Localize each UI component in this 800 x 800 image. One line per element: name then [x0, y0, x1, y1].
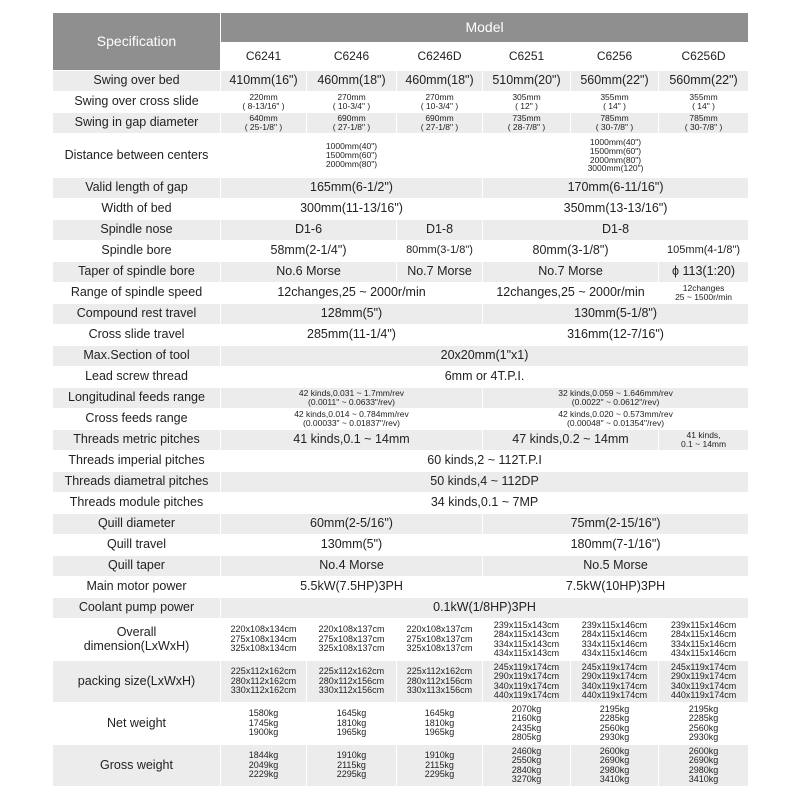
cell: 12changes,25 ~ 2000r/min	[221, 283, 483, 304]
row-cross-feeds	[53, 409, 749, 430]
row-label: Threads diametral pitches	[53, 472, 221, 493]
row-label: Cross feeds range	[53, 409, 221, 430]
cell: 305mm ( 12" )	[483, 92, 571, 113]
row-threads-module	[53, 493, 749, 514]
cell: 80mm(3-1/8")	[397, 241, 483, 262]
row-threads-metric	[53, 430, 749, 451]
cell: 220x108x137cm 275x108x137cm 325x108x137cm	[397, 619, 483, 661]
cell: 285mm(11-1/4")	[221, 325, 483, 346]
cell: 32 kinds,0.059 ~ 1.646mm/rev (0.0022" ~ 0.0612"/rev)	[483, 388, 749, 409]
cell: 2460kg 2550kg 2840kg 3270kg	[483, 745, 571, 787]
cell: 300mm(11-13/16")	[221, 199, 483, 220]
cell: 12changes 25 ~ 1500r/min	[659, 283, 749, 304]
cell: 128mm(5")	[221, 304, 483, 325]
row-label: Longitudinal feeds range	[53, 388, 221, 409]
cell: 2070kg 2160kg 2435kg 2805kg	[483, 703, 571, 745]
row-label: Width of bed	[53, 199, 221, 220]
cell: 1910kg 2115kg 2295kg	[307, 745, 397, 787]
row-quill-travel	[53, 535, 749, 556]
row-coolant-pump-power	[53, 598, 749, 619]
cell: 1645kg 1810kg 1965kg	[307, 703, 397, 745]
cell: 1000mm(40") 1500mm(60") 2000mm(80") 3000mm(120")	[483, 134, 749, 178]
row-label: Net weight	[53, 703, 221, 745]
cell: 2600kg 2690kg 2980kg 3410kg	[571, 745, 659, 787]
cell: 785mm ( 30-7/8" )	[659, 113, 749, 134]
row-packing-size	[53, 661, 749, 703]
row-gross-weight	[53, 745, 749, 787]
cell: 1645kg 1810kg 1965kg	[397, 703, 483, 745]
row-cross-slide-travel	[53, 325, 749, 346]
cell: 7.5kW(10HP)3PH	[483, 577, 749, 598]
row-label: Quill travel	[53, 535, 221, 556]
cell: 410mm(16")	[221, 71, 307, 92]
row-lead-screw-thread	[53, 367, 749, 388]
cell: 165mm(6-1/2")	[221, 178, 483, 199]
model-name: C6246D	[397, 43, 483, 71]
row-label: Threads metric pitches	[53, 430, 221, 451]
row-label: Threads imperial pitches	[53, 451, 221, 472]
cell: No.5 Morse	[483, 556, 749, 577]
row-net-weight	[53, 703, 749, 745]
row-label: Gross weight	[53, 745, 221, 787]
row-label: packing size(LxWxH)	[53, 661, 221, 703]
cell: 75mm(2-15/16")	[483, 514, 749, 535]
cell: No.4 Morse	[221, 556, 483, 577]
cell: 6mm or 4T.P.I.	[221, 367, 749, 388]
cell: 460mm(18")	[397, 71, 483, 92]
cell: 785mm ( 30-7/8" )	[571, 113, 659, 134]
cell: 220mm ( 8-13/16" )	[221, 92, 307, 113]
row-taper-spindle-bore	[53, 262, 749, 283]
row-longitudinal-feeds	[53, 388, 749, 409]
row-swing-over-bed	[53, 71, 749, 92]
cell: 239x115x146cm 284x115x146cm 334x115x146cm 434x115x146cm	[659, 619, 749, 661]
cell: D1-6	[221, 220, 397, 241]
cell: 510mm(20")	[483, 71, 571, 92]
cell: 270mm ( 10-3/4" )	[307, 92, 397, 113]
cell: 350mm(13-13/16")	[483, 199, 749, 220]
row-spindle-nose	[53, 220, 749, 241]
model-header: Model	[221, 13, 749, 43]
cell: 690mm ( 27-1/8" )	[397, 113, 483, 134]
cell: 239x115x143cm 284x115x143cm 334x115x143cm 434x115x143cm	[483, 619, 571, 661]
row-spindle-bore	[53, 241, 749, 262]
row-label: Overall dimension(LxWxH)	[53, 619, 221, 661]
row-width-of-bed	[53, 199, 749, 220]
cell: 1910kg 2115kg 2295kg	[397, 745, 483, 787]
row-label: Distance between centers	[53, 134, 221, 178]
row-label: Spindle nose	[53, 220, 221, 241]
cell: 60 kinds,2 ~ 112T.P.I	[221, 451, 749, 472]
cell: 1000mm(40") 1500mm(60") 2000mm(80")	[221, 134, 483, 178]
row-label: Threads module pitches	[53, 493, 221, 514]
specification-table	[52, 12, 749, 787]
row-label: Compound rest travel	[53, 304, 221, 325]
cell: 180mm(7-1/16")	[483, 535, 749, 556]
row-distance-between-centers	[53, 134, 749, 178]
cell: 58mm(2-1/4")	[221, 241, 397, 262]
row-compound-rest-travel	[53, 304, 749, 325]
cell: 640mm ( 25-1/8" )	[221, 113, 307, 134]
cell: 42 kinds,0.031 ~ 1.7mm/rev (0.0011" ~ 0.0633"/rev)	[221, 388, 483, 409]
cell: D1-8	[397, 220, 483, 241]
cell: D1-8	[483, 220, 749, 241]
row-swing-over-cross-slide	[53, 92, 749, 113]
cell: 5.5kW(7.5HP)3PH	[221, 577, 483, 598]
row-label: Lead screw thread	[53, 367, 221, 388]
cell: No.7 Morse	[397, 262, 483, 283]
cell: 245x119x174cm 290x119x174cm 340x119x174cm 440x119x174cm	[659, 661, 749, 703]
cell: 105mm(4-1/8")	[659, 241, 749, 262]
cell: 735mm ( 28-7/8" )	[483, 113, 571, 134]
row-label: Range of spindle speed	[53, 283, 221, 304]
row-label: Main motor power	[53, 577, 221, 598]
row-label: Swing over cross slide	[53, 92, 221, 113]
cell: 355mm ( 14" )	[571, 92, 659, 113]
row-main-motor-power	[53, 577, 749, 598]
model-name: C6246	[307, 43, 397, 71]
row-range-spindle-speed	[53, 283, 749, 304]
cell: 220x108x134cm 275x108x134cm 325x108x134cm	[221, 619, 307, 661]
cell: ϕ 113(1:20)	[659, 262, 749, 283]
spec-header: Specification	[53, 13, 221, 71]
cell: 225x112x162cm 280x112x156cm 330x112x156cm	[307, 661, 397, 703]
cell: 130mm(5-1/8")	[483, 304, 749, 325]
cell: 1844kg 2049kg 2229kg	[221, 745, 307, 787]
cell: 42 kinds,0.020 ~ 0.573mm/rev (0.00048" ~ 0.01354"/rev)	[483, 409, 749, 430]
cell: 41 kinds, 0.1 ~ 14mm	[659, 430, 749, 451]
cell: 316mm(12-7/16")	[483, 325, 749, 346]
cell: 47 kinds,0.2 ~ 14mm	[483, 430, 659, 451]
cell: 2600kg 2690kg 2980kg 3410kg	[659, 745, 749, 787]
cell: 130mm(5")	[221, 535, 483, 556]
model-name: C6256	[571, 43, 659, 71]
cell: 460mm(18")	[307, 71, 397, 92]
model-name: C6241	[221, 43, 307, 71]
row-valid-length-gap	[53, 178, 749, 199]
cell: 60mm(2-5/16")	[221, 514, 483, 535]
cell: 34 kinds,0.1 ~ 7MP	[221, 493, 749, 514]
model-name: C6256D	[659, 43, 749, 71]
cell: 12changes,25 ~ 2000r/min	[483, 283, 659, 304]
cell: 225x112x162cm 280x112x162cm 330x112x162cm	[221, 661, 307, 703]
cell: 245x119x174cm 290x119x174cm 340x119x174cm 440x119x174cm	[483, 661, 571, 703]
cell: 41 kinds,0.1 ~ 14mm	[221, 430, 483, 451]
row-swing-in-gap	[53, 113, 749, 134]
row-overall-dimension	[53, 619, 749, 661]
cell: 20x20mm(1"x1)	[221, 346, 749, 367]
row-label: Cross slide travel	[53, 325, 221, 346]
row-max-section-tool	[53, 346, 749, 367]
row-label: Spindle bore	[53, 241, 221, 262]
cell: 245x119x174cm 290x119x174cm 340x119x174cm 440x119x174cm	[571, 661, 659, 703]
cell: 42 kinds,0.014 ~ 0.784mm/rev (0.00033" ~ 0.01837"/rev)	[221, 409, 483, 430]
cell: 560mm(22")	[659, 71, 749, 92]
row-label: Swing over bed	[53, 71, 221, 92]
cell: 2195kg 2285kg 2560kg 2930kg	[571, 703, 659, 745]
cell: 270mm ( 10-3/4" )	[397, 92, 483, 113]
cell: 690mm ( 27-1/8" )	[307, 113, 397, 134]
model-name: C6251	[483, 43, 571, 71]
row-quill-taper	[53, 556, 749, 577]
row-threads-diametral	[53, 472, 749, 493]
row-threads-imperial	[53, 451, 749, 472]
row-label: Valid length of gap	[53, 178, 221, 199]
cell: 239x115x146cm 284x115x146cm 334x115x146cm 434x115x146cm	[571, 619, 659, 661]
cell: 0.1kW(1/8HP)3PH	[221, 598, 749, 619]
cell: 560mm(22")	[571, 71, 659, 92]
row-label: Taper of spindle bore	[53, 262, 221, 283]
cell: 1580kg 1745kg 1900kg	[221, 703, 307, 745]
row-label: Quill taper	[53, 556, 221, 577]
row-label: Coolant pump power	[53, 598, 221, 619]
cell: 225x112x162cm 280x112x156cm 330x113x156cm	[397, 661, 483, 703]
row-label: Swing in gap diameter	[53, 113, 221, 134]
cell: 80mm(3-1/8")	[483, 241, 659, 262]
cell: 355mm ( 14" )	[659, 92, 749, 113]
cell: No.7 Morse	[483, 262, 659, 283]
row-label: Quill diameter	[53, 514, 221, 535]
row-quill-diameter	[53, 514, 749, 535]
cell: 170mm(6-11/16")	[483, 178, 749, 199]
cell: No.6 Morse	[221, 262, 397, 283]
cell: 2195kg 2285kg 2560kg 2930kg	[659, 703, 749, 745]
cell: 50 kinds,4 ~ 112DP	[221, 472, 749, 493]
row-label: Max.Section of tool	[53, 346, 221, 367]
cell: 220x108x137cm 275x108x137cm 325x108x137cm	[307, 619, 397, 661]
